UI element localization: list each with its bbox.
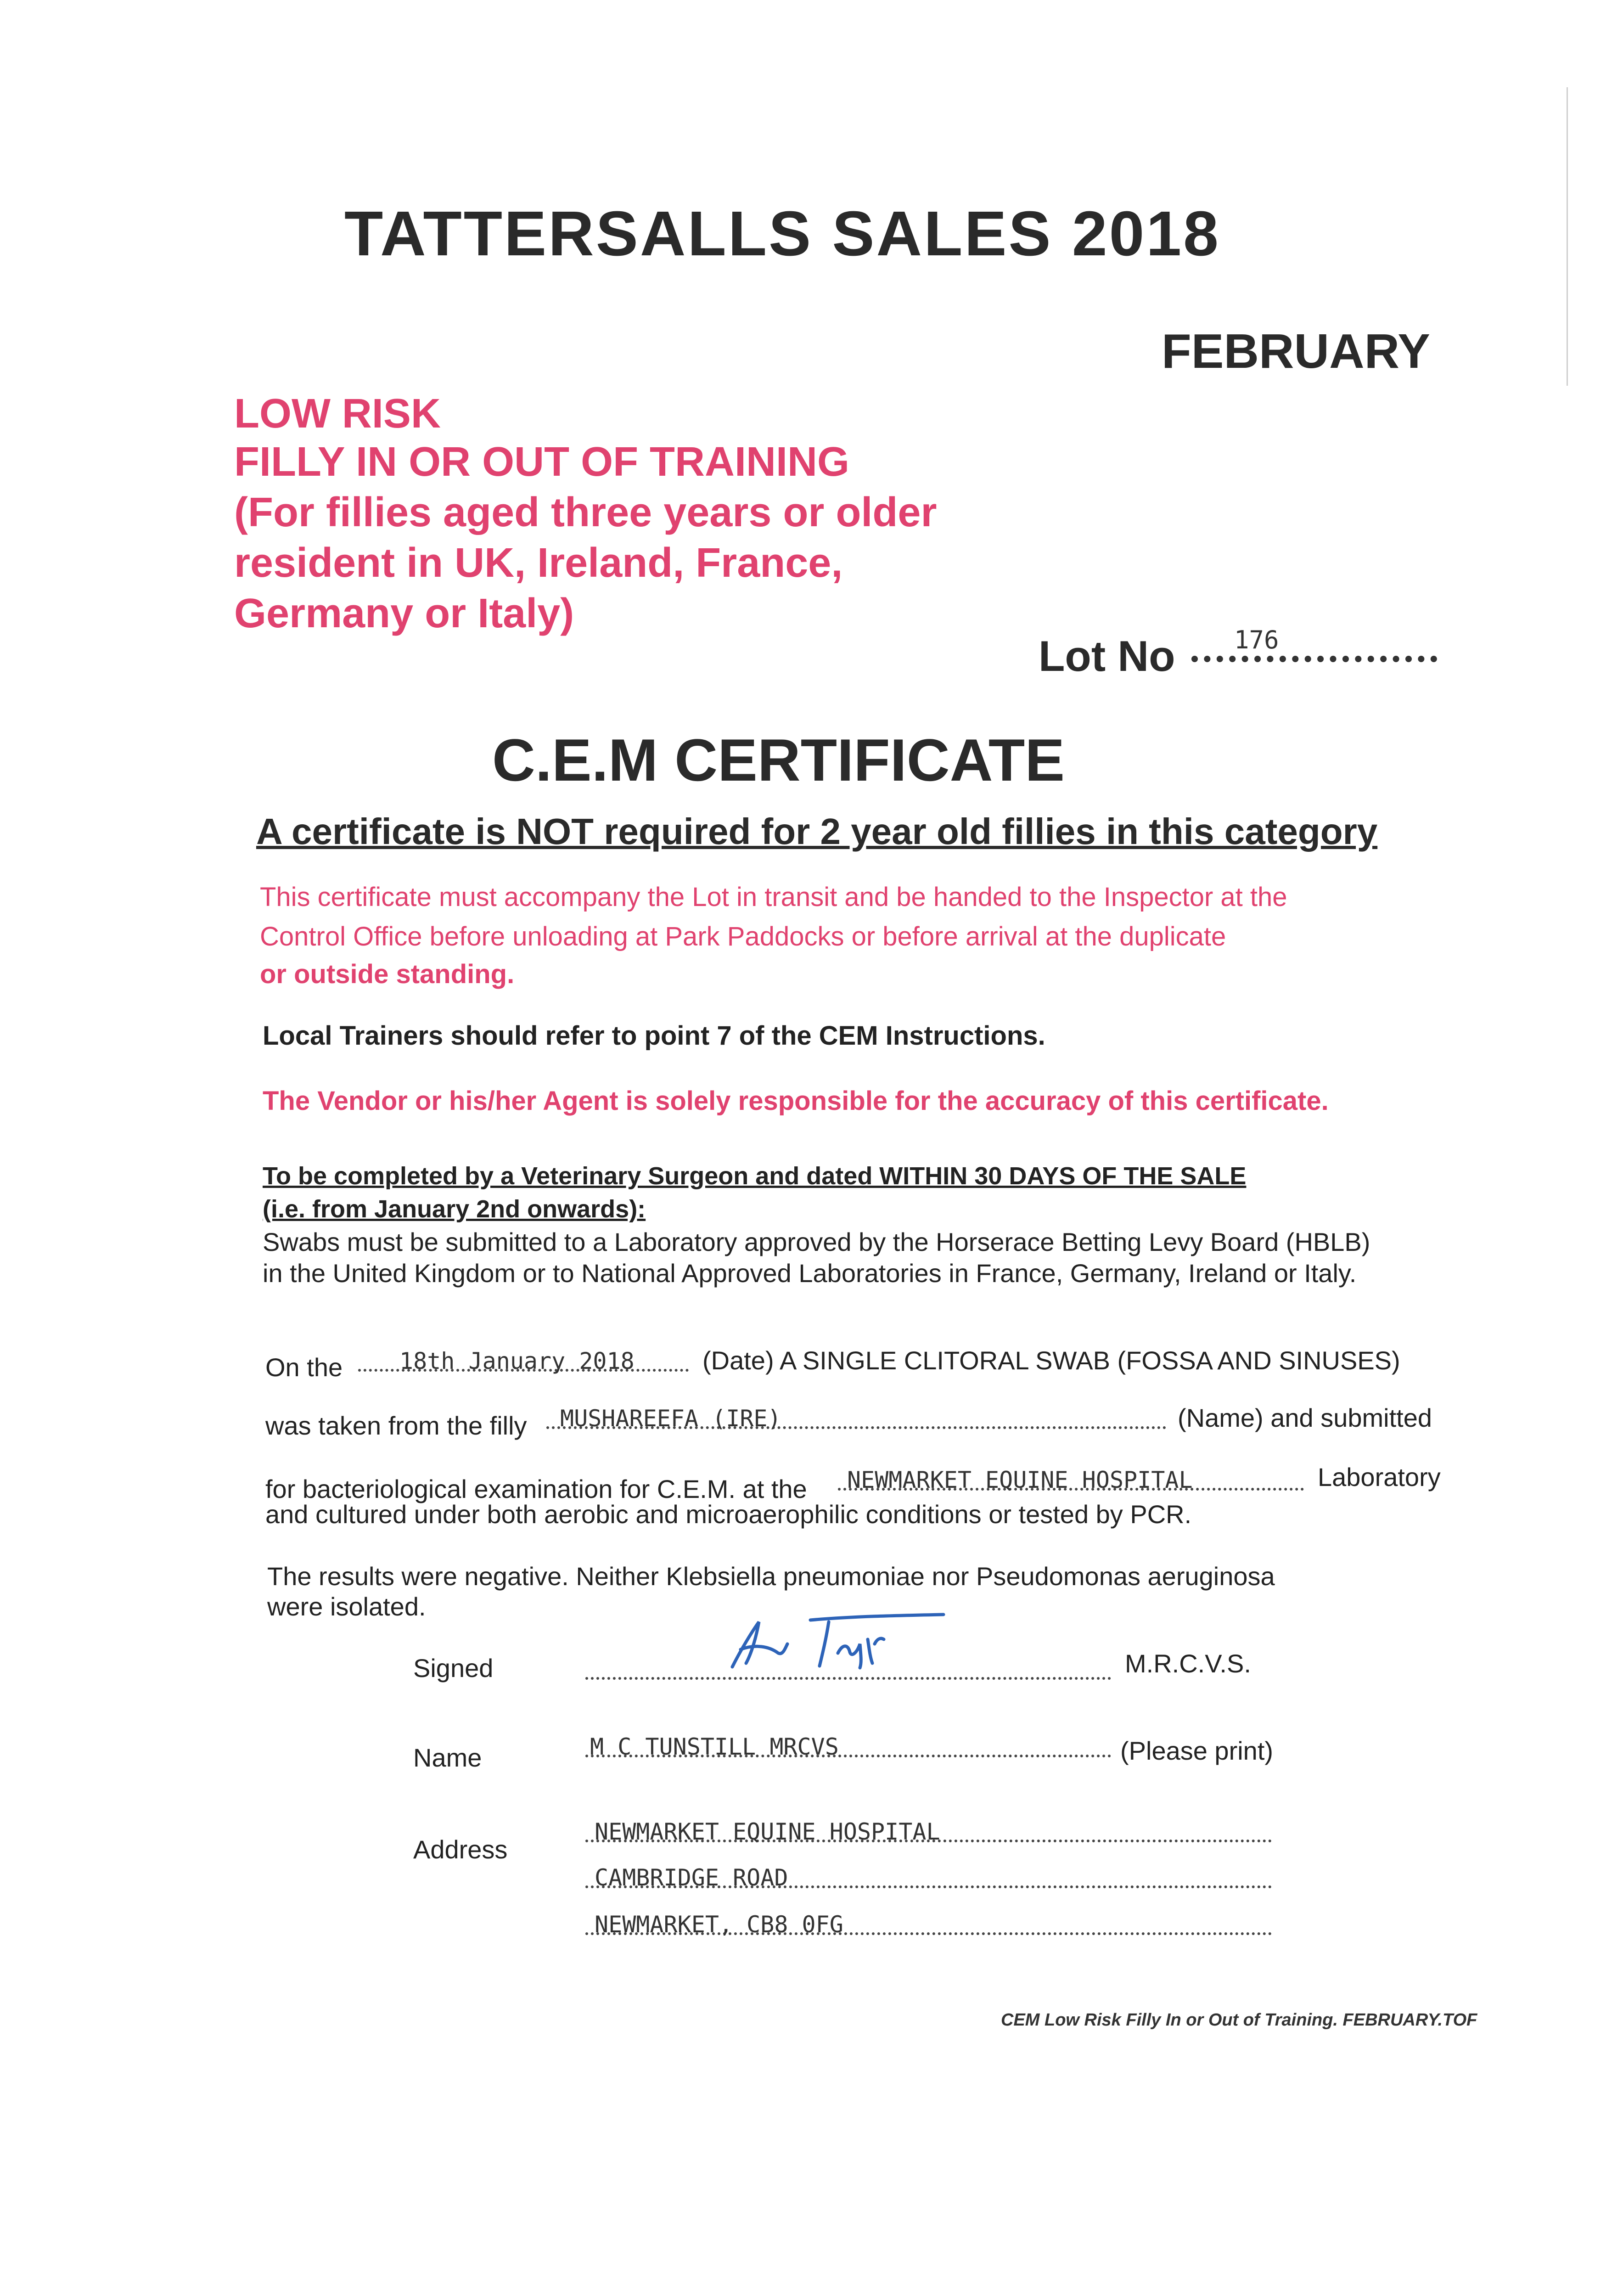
- address-line-1-field[interactable]: [585, 1818, 1272, 1845]
- address-line-3-value: NEWMARKET, CB8 0FG: [595, 1911, 843, 1938]
- local-trainers-note: Local Trainers should refer to point 7 of the CEM Instructions.: [263, 1021, 1045, 1051]
- filly-name-field[interactable]: [546, 1405, 1166, 1432]
- laboratory-suffix-label: Laboratory: [1318, 1463, 1441, 1491]
- vet-name-label: Name: [413, 1743, 482, 1772]
- laboratory-field[interactable]: [838, 1467, 1304, 1491]
- address-line-3-field[interactable]: [585, 1911, 1272, 1938]
- sale-month: FEBRUARY: [1162, 324, 1430, 378]
- culture-conditions-text: and cultured under both aerobic and microaerophilic conditions or tested by PCR.: [265, 1500, 1192, 1529]
- page-title: TATTERSALLS SALES 2018: [344, 198, 1220, 269]
- laboratory-value: NEWMARKET EQUINE HOSPITAL: [847, 1467, 1193, 1493]
- lot-number-value: 176: [1234, 625, 1279, 654]
- lot-number-label: Lot No: [1039, 632, 1175, 680]
- vendor-responsibility-note: The Vendor or his/her Agent is solely responsible for the accuracy of this certificate.: [263, 1086, 1329, 1116]
- lot-number-field: [1191, 656, 1437, 662]
- signature-field[interactable]: [585, 1653, 1111, 1680]
- footer-reference: CEM Low Risk Filly In or Out of Training. FEBRUARY.TOF: [1001, 2010, 1477, 2030]
- transit-notice-line-1: This certificate must accompany the Lot in transit and be handed to the Inspector at the: [260, 882, 1287, 912]
- name-suffix-label: (Name) and submitted: [1178, 1403, 1432, 1432]
- swab-requirement-line-2: in the United Kingdom or to National Approved Laboratories in France, Germany, Ireland or Italy.: [263, 1259, 1357, 1288]
- transit-notice-line-2: Control Office before unloading at Park Paddocks or before arrival at the duplicate: [260, 922, 1226, 951]
- taken-from-label: was taken from the filly: [265, 1411, 527, 1440]
- vet-name-field[interactable]: [585, 1733, 1111, 1760]
- vet-section-heading-1: To be completed by a Veterinary Surgeon and dated WITHIN 30 DAYS OF THE SALE: [263, 1162, 1247, 1190]
- date-value: 18th January 2018: [399, 1348, 635, 1374]
- results-line-1: The results were negative. Neither Klebsiella pneumoniae nor Pseudomonas aeruginosa: [267, 1562, 1275, 1591]
- please-print-label: (Please print): [1120, 1736, 1274, 1765]
- mrcvs-label: M.R.C.V.S.: [1125, 1649, 1251, 1678]
- certificate-title: C.E.M CERTIFICATE: [492, 726, 1065, 793]
- scan-edge-line: [1567, 87, 1568, 386]
- signed-label: Signed: [413, 1654, 494, 1683]
- vet-section-heading-2: (i.e. from January 2nd onwards):: [263, 1195, 646, 1223]
- handwritten-signature: [714, 1612, 953, 1671]
- swab-requirement-line-1: Swabs must be submitted to a Laboratory approved by the Horserace Betting Levy Board (HBLB): [263, 1227, 1370, 1256]
- category-line-2: FILLY IN OR OUT OF TRAINING: [234, 439, 850, 485]
- address-line-2-value: CAMBRIDGE ROAD: [595, 1864, 788, 1891]
- address-label: Address: [413, 1835, 508, 1864]
- category-line-3: (For fillies aged three years or older: [234, 490, 937, 535]
- on-the-label: On the: [265, 1353, 343, 1382]
- date-field[interactable]: [358, 1348, 689, 1372]
- vet-name-value: M C TUNSTILL MRCVS: [590, 1733, 839, 1760]
- category-line-4: resident in UK, Ireland, France,: [234, 540, 843, 586]
- exam-prefix-label: for bacteriological examination for C.E.M. at the: [265, 1474, 807, 1503]
- category-line-1: LOW RISK: [234, 391, 441, 437]
- not-required-notice: A certificate is NOT required for 2 year old fillies in this category: [256, 811, 1378, 852]
- address-line-2-field[interactable]: [585, 1864, 1272, 1891]
- address-line-1-value: NEWMARKET EQUINE HOSPITAL: [595, 1818, 940, 1845]
- transit-notice-line-3: or outside standing.: [260, 959, 515, 989]
- date-suffix-label: (Date) A SINGLE CLITORAL SWAB (FOSSA AND SINUSES): [702, 1346, 1400, 1375]
- category-line-5: Germany or Italy): [234, 591, 574, 636]
- results-line-2: were isolated.: [267, 1592, 426, 1621]
- filly-name-value: MUSHAREEFA (IRE): [560, 1405, 781, 1432]
